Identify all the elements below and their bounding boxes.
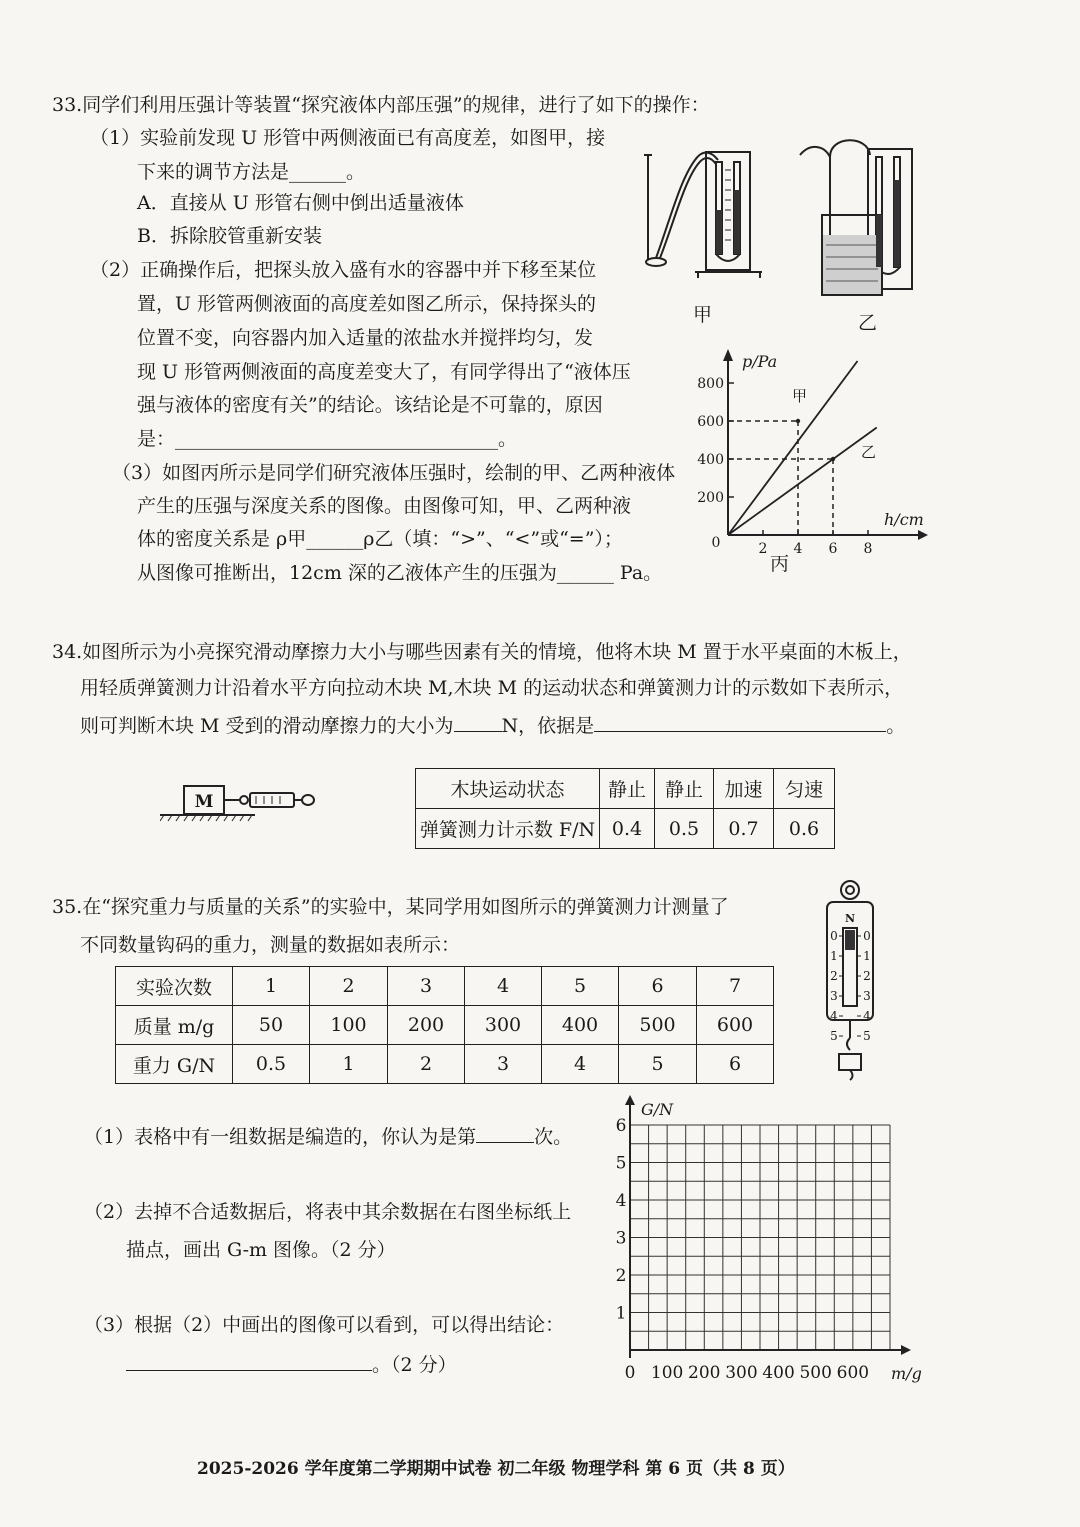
q34-block-spring-figure (160, 778, 325, 828)
table-cell: 质量 m/g (116, 1006, 233, 1045)
y-tick-label: 200 (697, 490, 724, 506)
table-cell: 匀速 (774, 769, 835, 809)
q33-part1-line1: （1）实验前发现 U 形管中两侧液面已有高度差，如图甲，接 (90, 127, 606, 149)
x-tick-label: 6 (828, 541, 838, 557)
q34-line3-end: 。 (886, 715, 906, 737)
y-axis-label: p/Pa (742, 352, 778, 371)
page-footer: 2025-2026 学年度第二学期期中试卷 初二年级 物理学科 第 6 页（共 8 页） (197, 1459, 795, 1479)
q34-table (415, 768, 835, 849)
figure-jia-caption: 甲 (693, 304, 713, 326)
q33-stem: 33.同学们利用压强计等装置“探究液体内部压强”的规律，进行了如下的操作： (52, 94, 710, 116)
x-tick-label: 300 (725, 1363, 758, 1383)
y-axis-arrow (625, 1095, 635, 1105)
table-cell: 6 (697, 1045, 774, 1084)
table-cell: 4 (542, 1045, 619, 1084)
y-tick-label: 800 (697, 376, 724, 392)
table-cell: 500 (619, 1006, 697, 1045)
q35-sub1-start: （1）表格中有一组数据是编造的，你认为是第 (84, 1126, 477, 1148)
x-tick-label: 400 (762, 1363, 795, 1383)
table-cell: 4 (465, 967, 542, 1006)
y-axis-label: G/N (641, 1100, 674, 1119)
data-point (831, 457, 835, 461)
y-tick-label: 1 (615, 1303, 627, 1324)
q35-line2: 不同数量钩码的重力，测量的数据如表所示： (80, 934, 461, 956)
q33-part2-line5: 强与液体的密度有关”的结论。该结论是不可靠的，原因 (137, 394, 603, 416)
table-cell: 0.7 (714, 809, 774, 849)
y-tick-label: 600 (697, 414, 724, 430)
figure-jia-pressure-gauge (640, 140, 780, 290)
q33-part3-line4: 从图像可推断出，12cm 深的乙液体产生的压强为______ Pa。 (137, 562, 663, 584)
q33-part2-line6: 是：__________________________________。 (137, 428, 518, 450)
table-cell: 木块运动状态 (416, 769, 600, 809)
table-row (416, 809, 835, 849)
q33-part1-line2: 下来的调节方法是______。 (137, 161, 366, 183)
series-label-jia: 甲 (792, 387, 808, 405)
q35-sub3-end: 。（2 分） (372, 1354, 457, 1376)
meter-scale-left: 4 (830, 1009, 838, 1023)
table-cell: 200 (388, 1006, 465, 1045)
meter-scale-right: 2 (863, 969, 871, 983)
table-row (416, 769, 835, 809)
q35-conclusion-blank[interactable] (126, 1352, 372, 1371)
q35-meter-unit: N (844, 912, 856, 925)
q35-line1: 35.在“探究重力与质量的关系”的实验中，某同学用如图所示的弹簧测力计测量了 (52, 896, 729, 918)
x-axis-label: m/g (891, 1364, 922, 1383)
figure-yi-caption: 乙 (858, 312, 878, 334)
meter-scale-right: 0 (863, 929, 871, 943)
figure-bing-caption: 丙 (770, 553, 790, 575)
meter-scale-left: 1 (830, 949, 838, 963)
y-tick-label: 3 (615, 1228, 627, 1249)
table-cell: 50 (233, 1006, 310, 1045)
q35-grid-paper (605, 1095, 930, 1395)
table-cell: 0.4 (600, 809, 655, 849)
table-cell: 重力 G/N (116, 1045, 233, 1084)
q33-part3-line1: （3）如图丙所示是同学们研究液体压强时，绘制的甲、乙两种液体 (112, 462, 676, 484)
x-axis-arrow (918, 530, 928, 540)
x-tick-label: 8 (863, 541, 873, 557)
q34-line1: 34.如图所示为小亮探究滑动摩擦力大小与哪些因素有关的情境，他将木块 M 置于水平桌面的木板上， (52, 641, 912, 663)
table-cell: 实验次数 (116, 967, 233, 1006)
q34-line2: 用轻质弹簧测力计沿着水平方向拉动木块 M,木块 M 的运动状态和弹簧测力计的示数如下表所示， (80, 677, 904, 699)
x-tick-label: 4 (793, 541, 803, 557)
table-cell: 5 (542, 967, 619, 1006)
q33-option-b: B．拆除胶管重新安装 (137, 225, 322, 247)
meter-scale-left: 2 (830, 969, 838, 983)
table-cell: 0.6 (774, 809, 835, 849)
table-cell: 弹簧测力计示数 F/N (416, 809, 600, 849)
table-cell: 5 (619, 1045, 697, 1084)
q35-sub2-line2: 描点，画出 G-m 图像。（2 分） (126, 1239, 396, 1261)
x-axis-label: h/cm (884, 510, 924, 529)
x-tick-label: 0 (624, 1363, 636, 1383)
q35-sub2-line1: （2）去掉不合适数据后，将表中其余数据在右图坐标纸上 (84, 1201, 572, 1223)
table-cell: 400 (542, 1006, 619, 1045)
q35-sub3-line1: （3）根据（2）中画出的图像可以看到，可以得出结论： (84, 1314, 565, 1336)
x-tick-label: 600 (836, 1363, 870, 1383)
table-row (116, 967, 774, 1006)
table-cell: 1 (310, 1045, 388, 1084)
q34-reason-blank[interactable] (594, 713, 886, 732)
q35-sub1 (84, 1124, 572, 1149)
x-tick-label: 500 (799, 1363, 832, 1383)
q33-part2-line4: 现 U 形管两侧液面的高度差变大了，有同学得出了“液体压 (137, 361, 631, 383)
table-cell: 静止 (600, 769, 655, 809)
x-tick-label: 2 (758, 541, 768, 557)
y-tick-label: 400 (697, 452, 724, 468)
table-cell: 0.5 (233, 1045, 310, 1084)
q34-block-label: M (194, 792, 214, 812)
meter-scale-right: 4 (863, 1009, 871, 1023)
table-cell: 静止 (655, 769, 714, 809)
x-tick-label: 100 (650, 1363, 684, 1383)
x-tick-label: 200 (688, 1363, 721, 1383)
data-point (796, 419, 800, 423)
meter-scale-left: 0 (830, 929, 838, 943)
table-cell: 6 (619, 967, 697, 1006)
table-row (116, 1006, 774, 1045)
q35-sub3-line2 (126, 1352, 457, 1377)
y-tick-label: 6 (615, 1116, 627, 1136)
q34-friction-blank[interactable] (454, 713, 502, 732)
q34-line3-start: 则可判断木块 M 受到的滑动摩擦力的大小为 (80, 715, 454, 737)
y-axis-arrow (723, 349, 733, 361)
table-cell: 0.5 (655, 809, 714, 849)
table-cell: 100 (310, 1006, 388, 1045)
meter-scale-right: 5 (863, 1029, 871, 1043)
q33-part2-line3: 位置不变，向容器内加入适量的浓盐水并搅拌均匀，发 (137, 327, 594, 349)
table-cell: 7 (697, 967, 774, 1006)
q34-line3 (80, 713, 905, 738)
meter-scale-right: 3 (863, 989, 871, 1003)
series-line-yi (728, 427, 877, 535)
table-cell: 300 (465, 1006, 542, 1045)
q33-part3-line3: 体的密度关系是 ρ甲______ρ乙（填：“>”、“<”或“=”）； (137, 528, 623, 550)
q33-part3-line2: 产生的压强与深度关系的图像。由图像可知，甲、乙两种液 (137, 495, 632, 517)
q35-fake-data-blank[interactable] (476, 1124, 534, 1143)
y-tick-label: 5 (615, 1153, 627, 1174)
y-tick-label: 4 (615, 1191, 627, 1211)
q35-sub1-end: 次。 (534, 1126, 573, 1148)
q35-spring-scale-figure (815, 878, 885, 1098)
table-cell: 2 (388, 1045, 465, 1084)
q33-part2-line2: 置，U 形管两侧液面的高度差如图乙所示，保持探头的 (137, 293, 597, 315)
table-cell: 2 (310, 967, 388, 1006)
meter-scale-left: 5 (830, 1029, 838, 1043)
meter-scale-right: 1 (863, 949, 871, 963)
origin-label: 0 (711, 535, 721, 551)
table-row (116, 1045, 774, 1084)
table-cell: 600 (697, 1006, 774, 1045)
table-cell: 加速 (714, 769, 774, 809)
figure-yi-probe-in-water (790, 135, 930, 300)
figure-bing-pressure-depth-chart (690, 345, 930, 560)
table-cell: 1 (233, 967, 310, 1006)
q35-table (115, 966, 774, 1084)
meter-scale-left: 3 (830, 989, 838, 1003)
table-cell: 3 (465, 1045, 542, 1084)
q33-option-a: A．直接从 U 形管右侧中倒出适量液体 (137, 192, 464, 214)
y-tick-label: 2 (615, 1266, 627, 1286)
table-cell: 3 (388, 967, 465, 1006)
series-label-yi: 乙 (861, 443, 877, 461)
q34-line3-mid: N，依据是 (501, 715, 595, 737)
q33-part2-line1: （2）正确操作后，把探头放入盛有水的容器中并下移至某位 (90, 259, 597, 281)
x-axis-arrow (901, 1345, 911, 1355)
